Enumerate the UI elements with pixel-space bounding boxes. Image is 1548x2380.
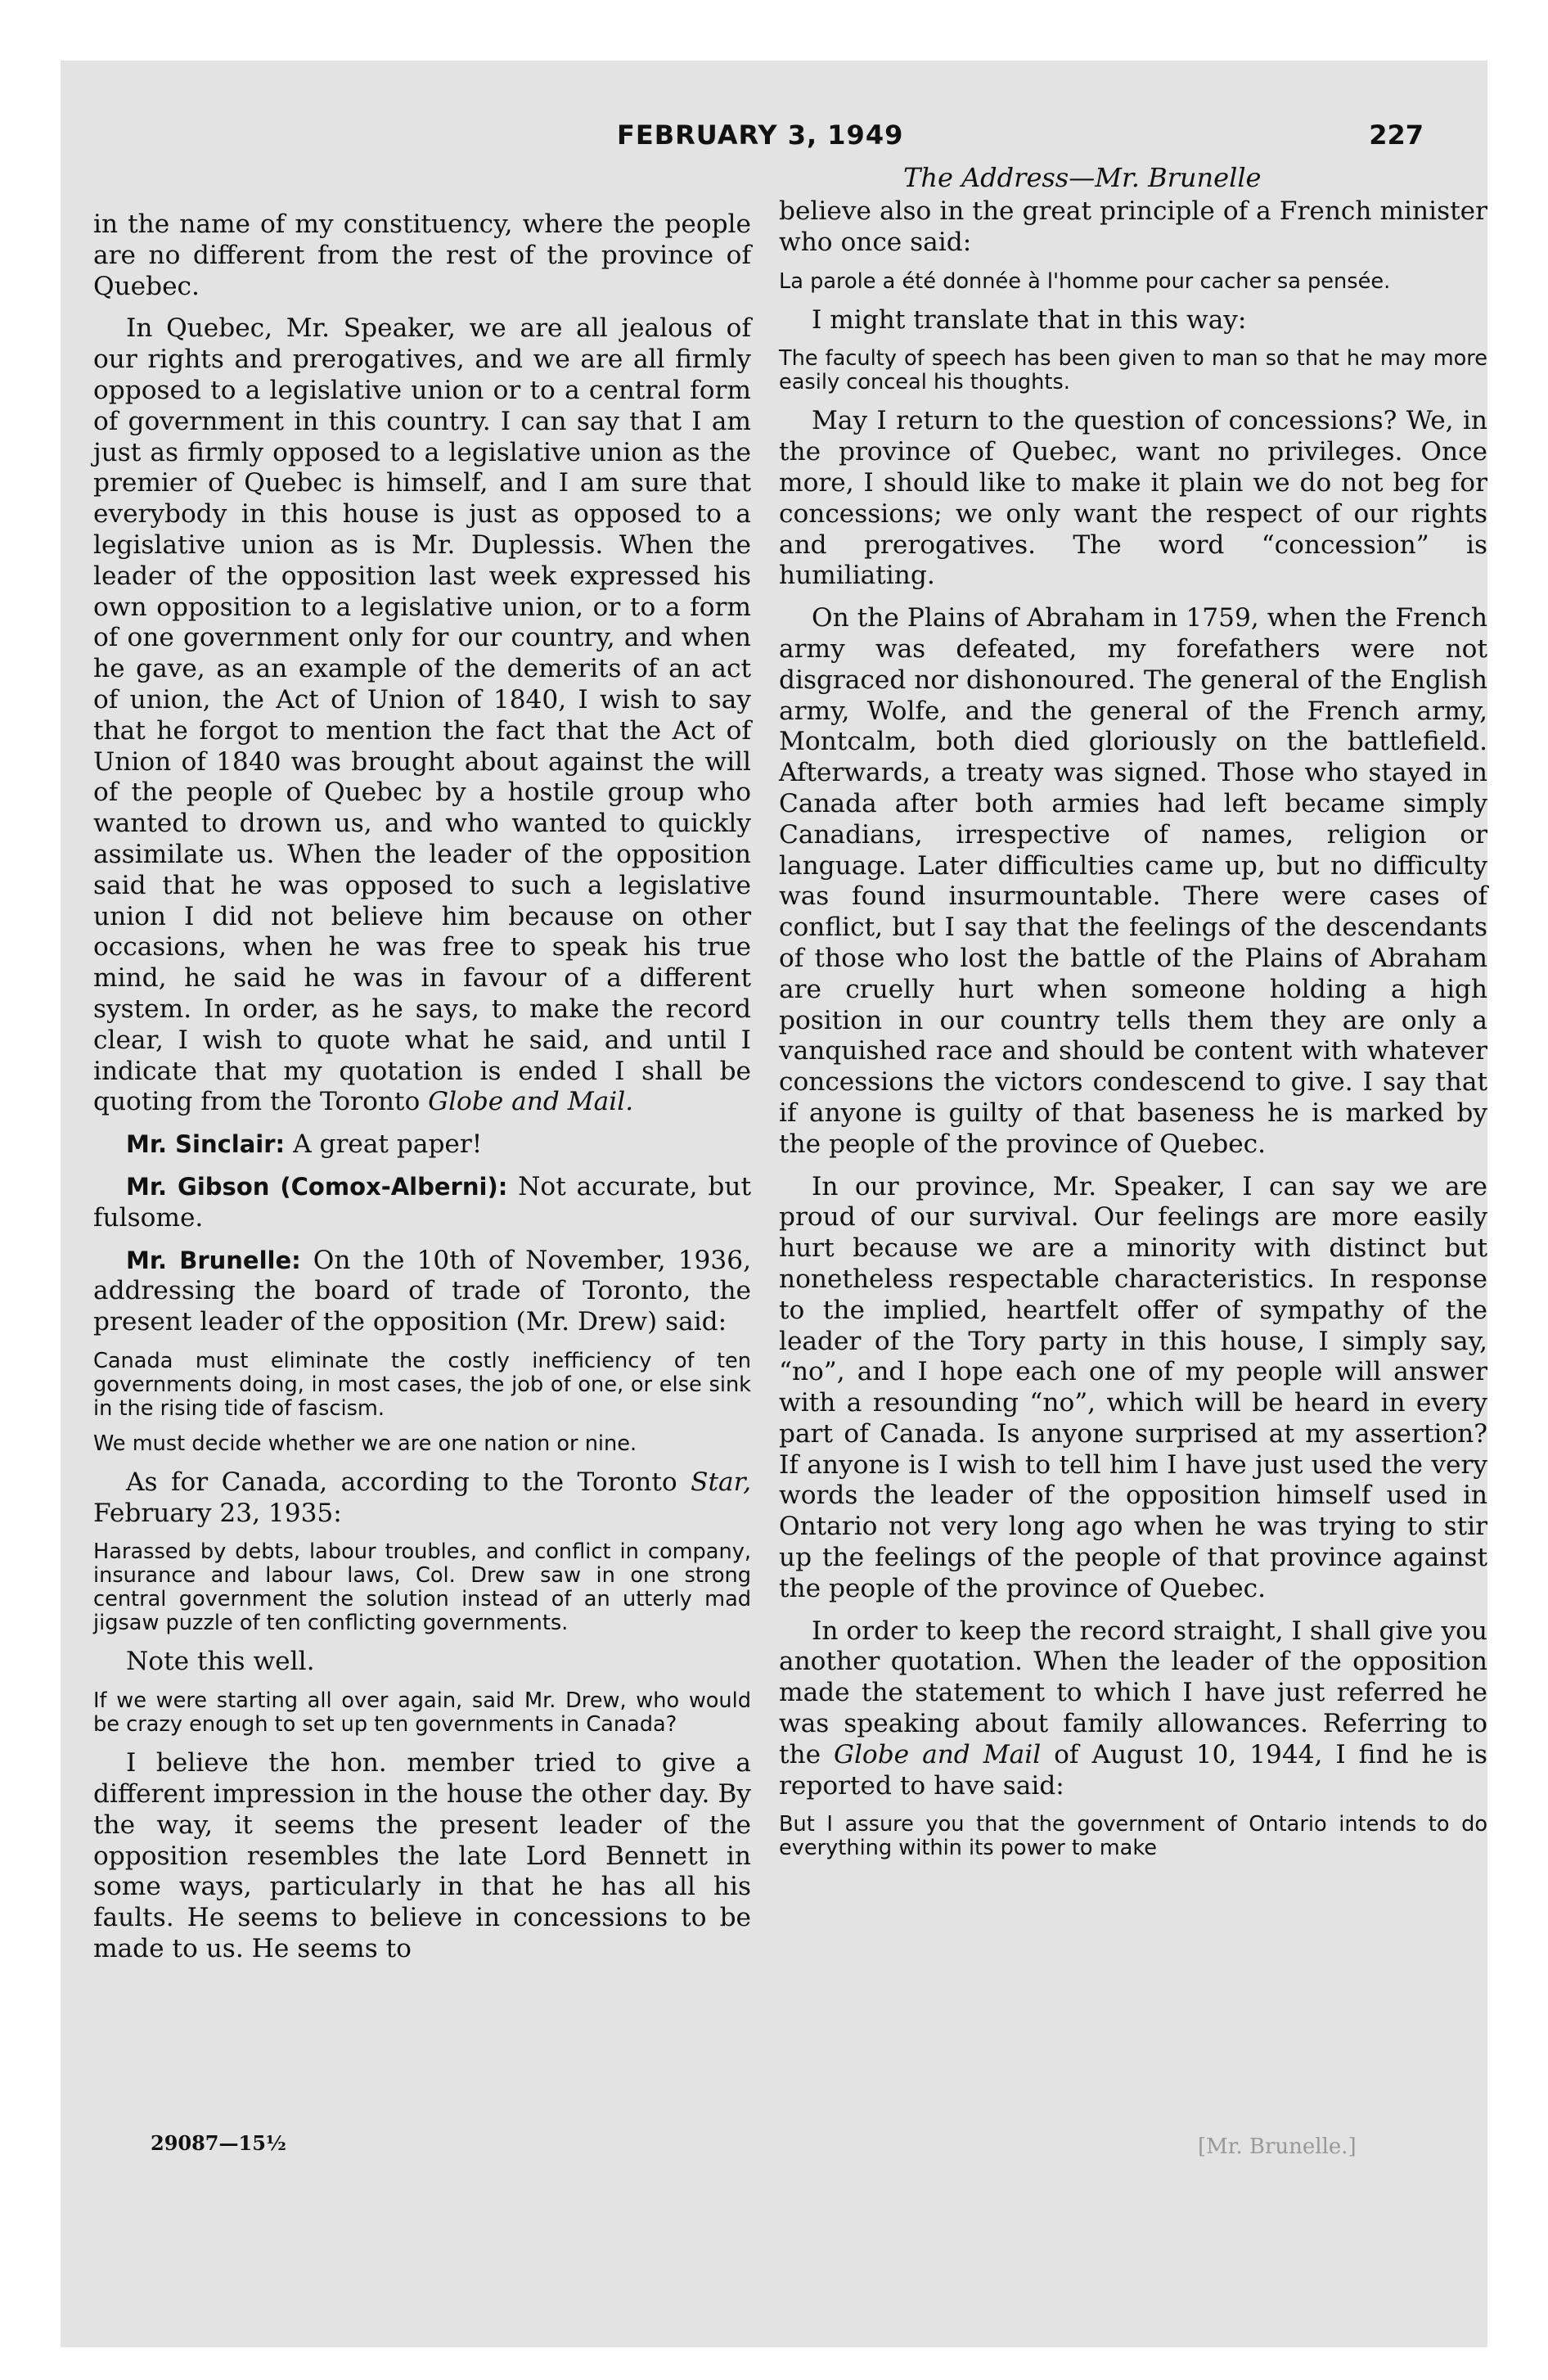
- block-quote: Harassed by debts, labour troubles, and conflict in company, insurance and labour laws, Col. Drew saw in one strong central government the solution instead of an utterly mad jigsaw puzzle of ten conflicting governments.: [93, 1539, 751, 1636]
- scanned-page: [61, 61, 1487, 2347]
- paragraph-text: As for Canada, according to the Toronto: [126, 1467, 677, 1497]
- paragraph-text: of August 10, 1944, I find he is reported to have said:: [779, 1739, 1487, 1801]
- block-quote: We must decide whether we are one nation or nine.: [93, 1431, 637, 1456]
- paper-title: Star,: [691, 1467, 751, 1497]
- paragraph: I believe the hon. member tried to give a different impression in the house the other day. By the way, it seems the present leader of the opposition resembles the late Lord Bennett in some ways, particularly in that he has all his faults. He seems to believe in concessions to be made to us. He seems to: [93, 1748, 751, 1964]
- paper-title: Globe and Mail: [834, 1739, 1042, 1769]
- left-column: [93, 210, 751, 1977]
- speech: [93, 1246, 751, 1338]
- paragraph: believe also in the great principle of a French minister who once said:: [779, 196, 1487, 257]
- block-quote: La parole a été donnée à l'homme pour cacher sa pensée.: [779, 268, 1391, 294]
- interjection: [93, 1129, 751, 1161]
- paragraph-text: In order to keep the record straight, I shall give you another quotation. When the leader of the opposition made the statement to which I have just referred he was speaking about family allowances. Referring to the: [779, 1616, 1487, 1769]
- page-date: FEBRUARY 3, 1949: [617, 119, 904, 151]
- page-header: [61, 119, 1487, 152]
- signature-mark: 29087—15½: [151, 2131, 286, 2155]
- paragraph-text: February 23, 1935:: [93, 1498, 342, 1528]
- speech-text: On the 10th of November, 1936, addressing the board of trade of Toronto, the present leader of the opposition (Mr. Drew) said:: [93, 1245, 751, 1337]
- speaker-name: Mr. Sinclair:: [126, 1130, 286, 1159]
- paragraph: [93, 1467, 751, 1530]
- paragraph: [93, 313, 751, 1118]
- speaker-name: Mr. Gibson (Comox-Alberni):: [126, 1172, 508, 1201]
- page-number: 227: [1369, 119, 1424, 151]
- running-head: The Address—Mr. Brunelle: [903, 162, 1262, 193]
- paragraph: Note this well.: [126, 1647, 315, 1677]
- block-quote: But I assure you that the government of Ontario intends to do everything within its power to make: [779, 1812, 1487, 1861]
- block-quote: The faculty of speech has been given to man so that he may more easily conceal his thoughts.: [779, 346, 1487, 395]
- block-quote: Canada must eliminate the costly inefficiency of ten governments doing, in most cases, the job of one, or else sink in the rising tide of fascism.: [93, 1348, 751, 1421]
- paragraph-text: In Quebec, Mr. Speaker, we are all jealous of our rights and prerogatives, and we are all firmly opposed to a legislative union or to a central form of government in this country. I can say that I am just as firmly opposed to a legislative union as the premier of Quebec is himself, and I am sure that everybody in this house is just as opposed to a legislative union as is Mr. Duplessis. When the leader of the opposition last week expressed his own opposition to a legislative union, or to a form of one government only for our country, and when he gave, as an example of the demerits of an act of union, the Act of Union of 1840, I wish to say that he forgot to mention the fact that the Act of Union of 1840 was brought about against the will of the people of Quebec by a hostile group who wanted to drown us, and who wanted to quickly assimilate us. When the leader of the opposition said that he was opposed to such a legislative union I did not believe him because on other occasions, when he was free to speak his true mind, he said he was in favour of a different system. In order, as he says, to make the record clear, I wish to quote what he said, and until I indicate that my quotation is ended I shall be quoting from the Toronto: [93, 313, 751, 1117]
- paragraph: On the Plains of Abraham in 1759, when the French army was defeated, my forefathers were not disgraced nor dishonoured. The general of the English army, Wolfe, and the general of the French army, Montcalm, both died gloriously on the battlefield. Afterwards, a treaty was signed. Those who stayed in Canada after both armies had left became simply Canadians, irrespective of names, religion or language. Later difficulties came up, but no difficulty was found insurmountable. There were cases of conflict, but I say that the feelings of the descendants of those who lost the battle of the Plains of Abraham are cruelly hurt when someone holding a high position in our country tells them they are only a vanquished race and should be content with whatever concessions the victors condescend to give. I say that if anyone is guilty of that baseness he is marked by the people of the province of Quebec.: [779, 603, 1487, 1159]
- interjection: [93, 1172, 751, 1234]
- paper-title: Globe and Mail.: [428, 1087, 634, 1117]
- paragraph: I might translate that in this way:: [812, 304, 1247, 335]
- interjection-text: Not accurate, but fulsome.: [93, 1171, 751, 1233]
- paragraph: in the name of my constituency, where the people are no different from the rest of the province of Quebec.: [93, 210, 751, 301]
- catchword: [Mr. Brunelle.]: [1198, 2134, 1357, 2159]
- speaker-name: Mr. Brunelle:: [126, 1246, 301, 1274]
- interjection-text: A great paper!: [293, 1129, 483, 1160]
- block-quote: If we were starting all over again, said Mr. Drew, who would be crazy enough to set up ten governments in Canada?: [93, 1688, 751, 1738]
- paragraph: [779, 1616, 1487, 1802]
- paragraph: In our province, Mr. Speaker, I can say we are proud of our survival. Our feelings are more easily hurt because we are a minority with distinct but nonetheless respectable characteristics. In response to the implied, heartfelt offer of sympathy of the leader of the Tory party in this house, I simply say, “no”, and I hope each one of my people will answer with a resounding “no”, which will be heard in every part of Canada. Is anyone surprised at my assertion? If anyone is I wish to tell him I have just used the very words the leader of the opposition himself used in Ontario not very long ago when he was trying to stir up the feelings of the people of that province against the people of the province of Quebec.: [779, 1171, 1487, 1603]
- paragraph: May I return to the question of concessions? We, in the province of Quebec, want no privileges. Once more, I should like to make it plain we do not beg for concessions; we only want the respect of our rights and prerogatives. The word “concession” is humiliating.: [779, 406, 1487, 591]
- right-column: [779, 196, 1487, 1872]
